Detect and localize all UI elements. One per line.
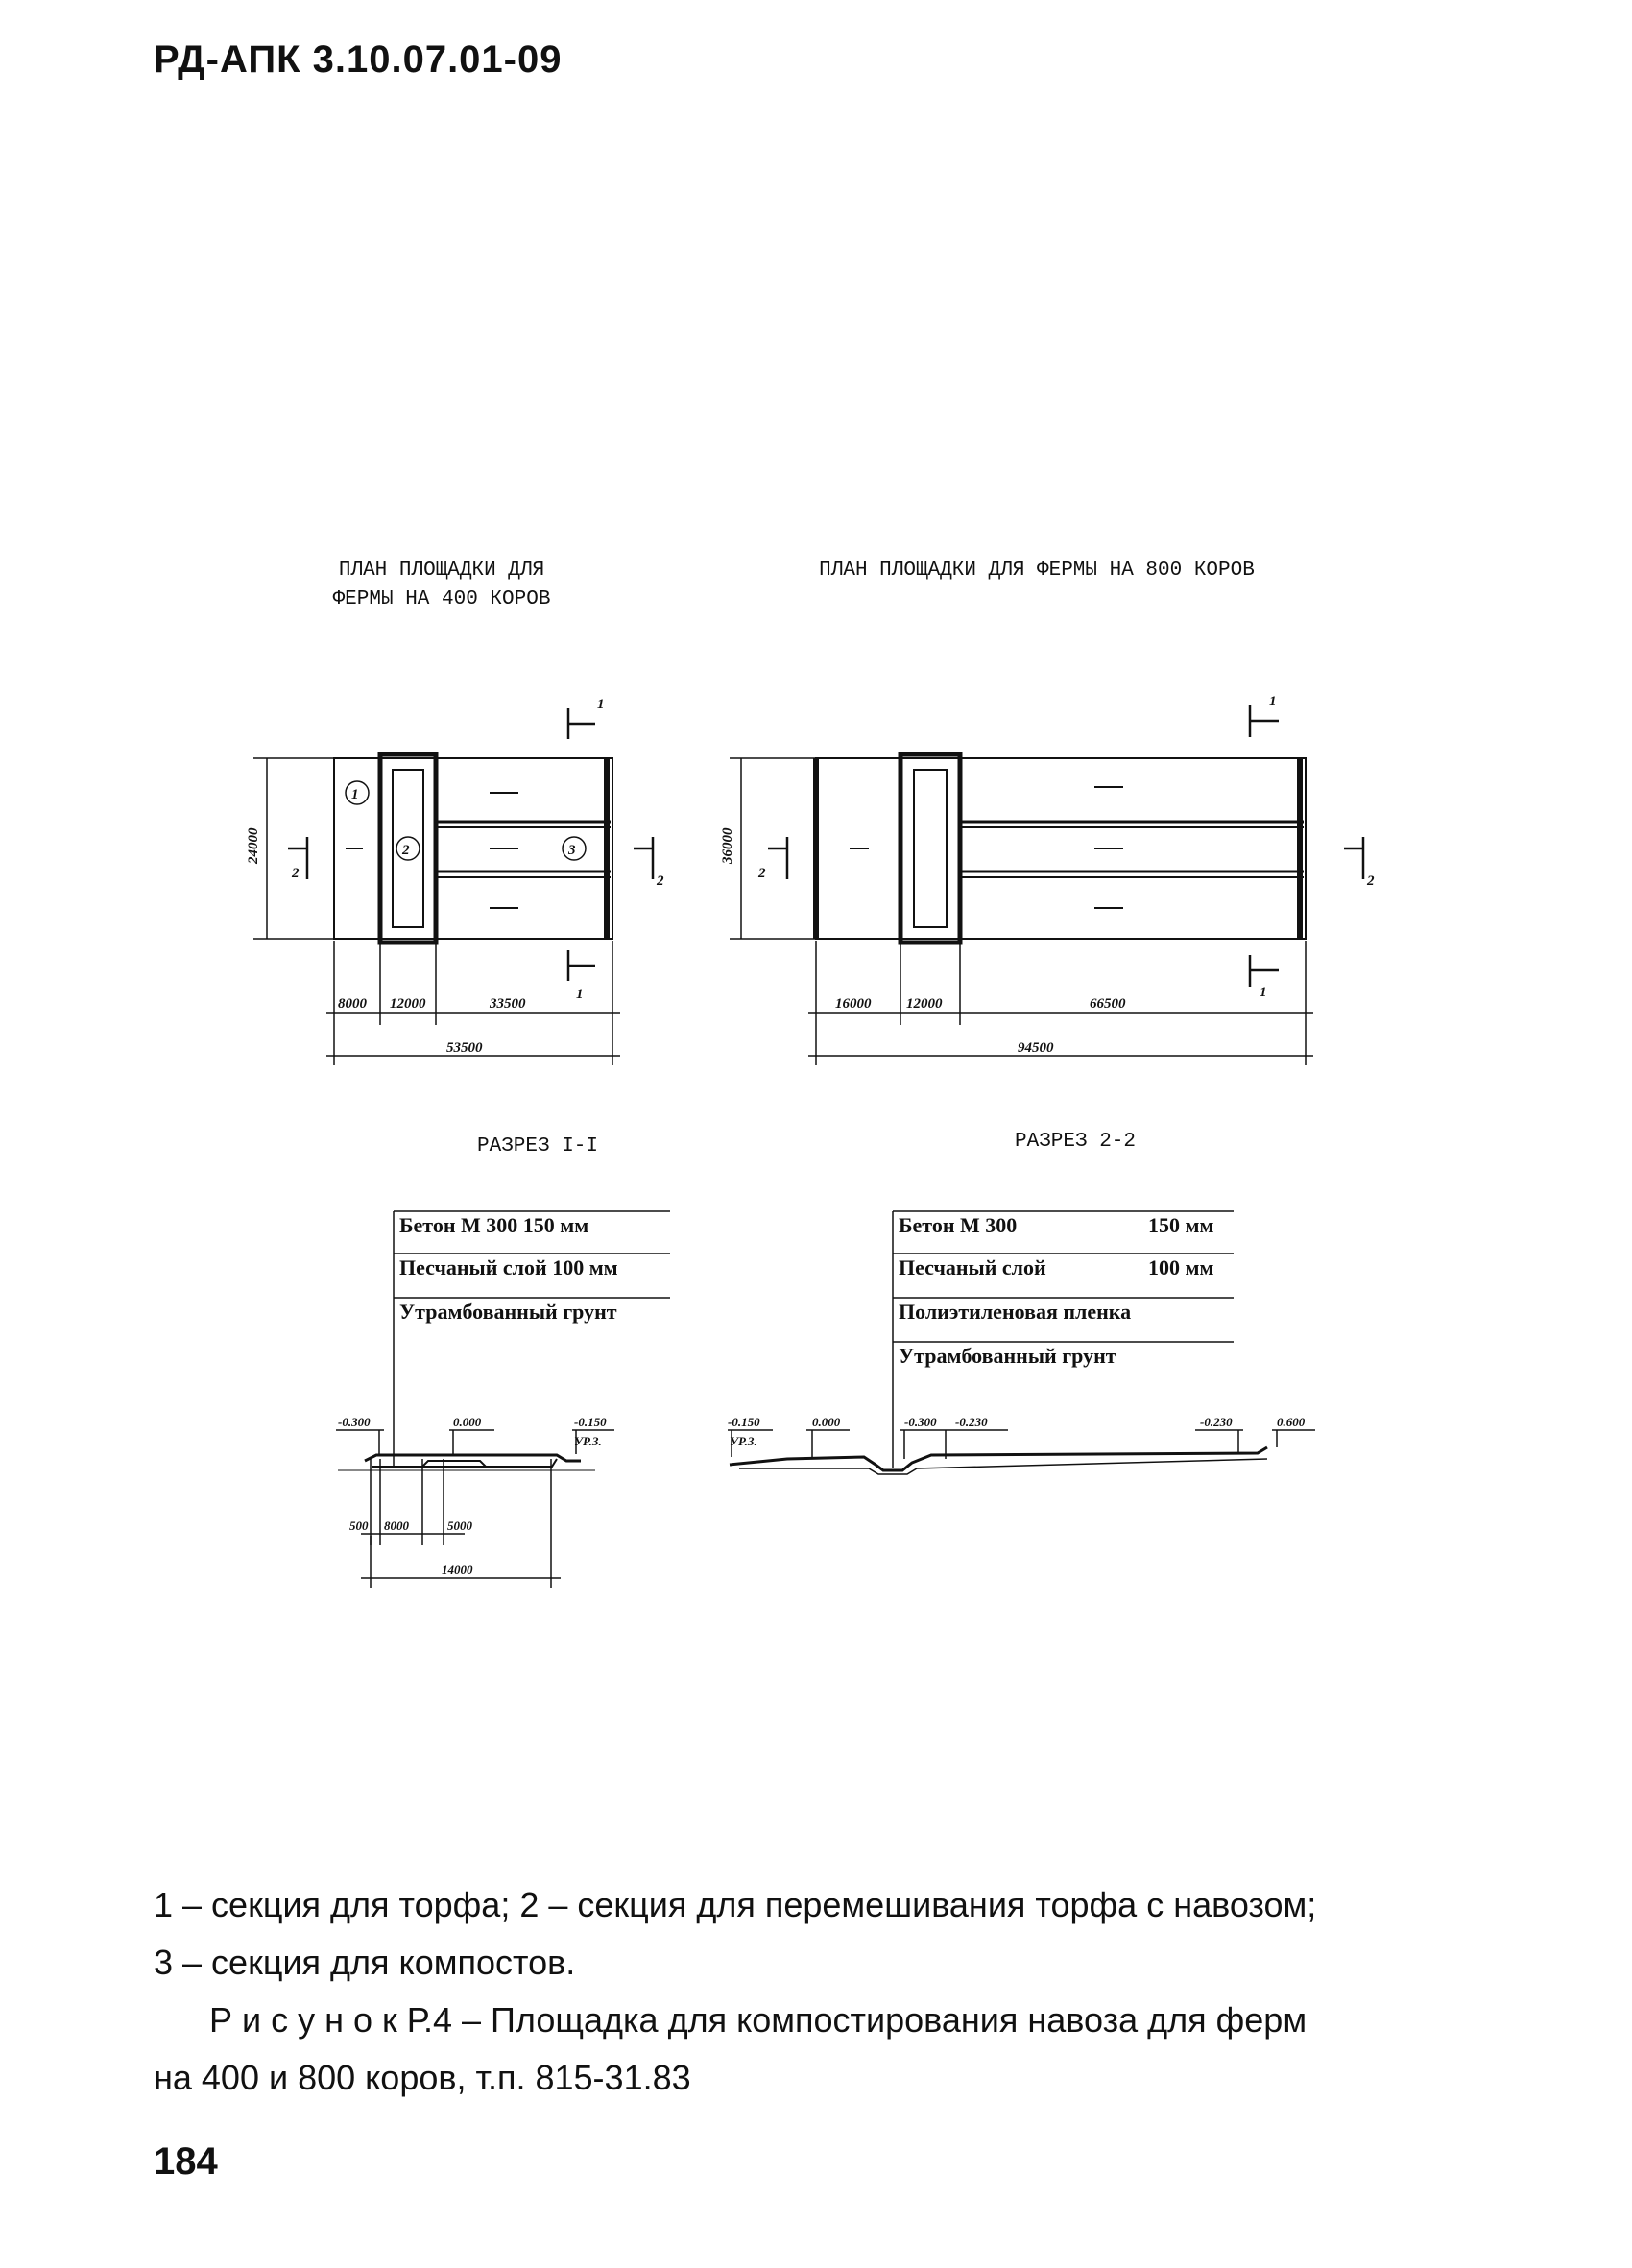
s2-level-5: -0.230 [955,1415,988,1429]
marker-2: 2 [402,843,410,858]
plan-400-cut-1-bottom: 1 [576,987,584,1002]
s2-layer-4-name: Утрамбованный грунт [899,1344,1116,1368]
plan-800-dim-b: 12000 [906,996,943,1012]
plan-800-dim-a: 16000 [835,996,872,1012]
plan-800-cut-1-bottom: 1 [1260,985,1267,1000]
s2-level-2: УР.З. [730,1434,757,1448]
s2-layer-2-name: Песчаный слой [899,1255,1046,1279]
s2-layer-1-value: 150 мм [1148,1213,1214,1237]
s2-layer-2-value: 100 мм [1148,1255,1214,1279]
plan-400-dim-a: 8000 [338,996,367,1012]
plan-800-cut-2-right: 2 [1367,873,1375,889]
s1-dim-2: 8000 [384,1518,409,1533]
s1-layer-2: Песчаный слой 100 мм [399,1255,618,1279]
s2-level-3: 0.000 [812,1415,841,1429]
plan-800-cut-1-top: 1 [1269,694,1277,709]
s2-layer-1-name: Бетон М 300 [899,1213,1018,1237]
plan-800-title: ПЛАН ПЛОЩАДКИ ДЛЯ ФЕРМЫ НА 800 КОРОВ [819,560,1255,582]
s2-level-6: -0.230 [1200,1415,1233,1429]
plan-400-cut-2-left: 2 [292,866,300,881]
s1-level-3: -0.150 [574,1415,607,1429]
s2-level-1: -0.150 [728,1415,760,1429]
plan-800-drawing [730,705,1363,1065]
plan-800-total-dim: 94500 [1018,1040,1054,1056]
plan-800-dim-c: 66500 [1090,996,1126,1012]
plan-400-title-line2: ФЕРМЫ НА 400 КОРОВ [332,588,551,610]
plan-400-dim-b: 12000 [390,996,426,1012]
plan-400-title-line1: ПЛАН ПЛОЩАДКИ ДЛЯ [338,560,545,582]
s2-level-4: -0.300 [904,1415,937,1429]
page-number: 184 [154,2140,218,2183]
plan-400-height-dim: 24000 [246,827,261,864]
figure-caption-line-2: на 400 и 800 коров, т.п. 815-31.83 [154,2058,691,2097]
s2-layer-3-name: Полиэтиленовая пленка [899,1300,1132,1324]
document-code: РД-АПК 3.10.07.01-09 [154,38,563,81]
marker-1: 1 [351,787,359,802]
figure-caption [209,1996,1307,2044]
plan-800-height-dim: 36000 [720,827,735,864]
s1-level-2: 0.000 [453,1415,482,1429]
s1-dim-total: 14000 [442,1563,473,1577]
plan-400-cut-1-top: 1 [597,697,605,712]
marker-3: 3 [568,843,576,858]
s1-layer-3: Утрамбованный грунт [399,1300,617,1324]
section-2-title: РАЗРЕЗ 2-2 [1014,1131,1137,1153]
section-2-drawing [728,1211,1315,1474]
s1-level-1: -0.300 [338,1415,371,1429]
legend-line-1: 1 – секция для торфа; 2 – секция для перемешивания торфа с навозом; [154,1885,1317,1924]
section-1-title: РАЗРЕЗ I-I [476,1135,599,1158]
figure-caption-word: Р и с у н о к [209,2000,397,2040]
legend-line-2: 3 – секция для компостов. [154,1943,576,1982]
plan-400-drawing [253,708,653,1065]
figure-caption-text: Р.4 – Площадка для компостирования навоза для ферм [396,2000,1308,2040]
s1-level-4: УР.З. [574,1434,602,1448]
plan-400-dim-c: 33500 [490,996,526,1012]
plan-400-total-dim: 53500 [446,1040,483,1056]
plan-800-cut-2-left: 2 [758,866,766,881]
s1-dim-1: 500 [349,1518,369,1533]
s1-dim-3: 5000 [447,1518,472,1533]
plan-400-cut-2-right: 2 [657,873,664,889]
s2-level-7: 0.600 [1277,1415,1306,1429]
s1-layer-1: Бетон М 300 150 мм [399,1213,589,1237]
